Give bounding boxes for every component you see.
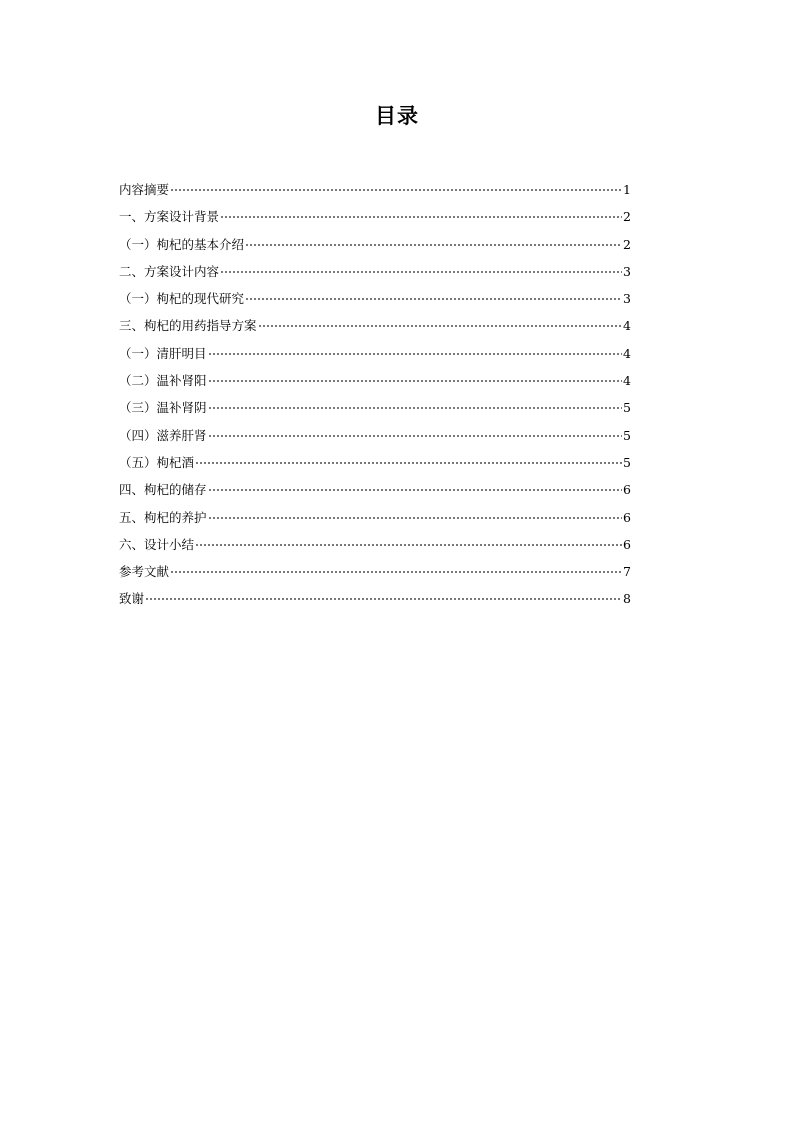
- toc-page-number: 5: [623, 454, 631, 470]
- toc-page-number: 7: [623, 564, 631, 580]
- toc-entry-text: （二）温补肾阳: [119, 373, 207, 389]
- toc-entry-text: 参考文献: [119, 564, 170, 580]
- toc-entry[interactable]: [119, 340, 631, 367]
- toc-entry[interactable]: [119, 258, 631, 285]
- toc-entry[interactable]: [119, 285, 631, 312]
- dot-leader: [208, 489, 623, 491]
- toc-page-number: 3: [623, 291, 631, 307]
- toc-entry-text: （一）枸杞的现代研究: [119, 291, 245, 307]
- toc-entry-text: （三）温补肾阴: [119, 400, 207, 416]
- toc-entry-text: 六、设计小结: [119, 536, 195, 552]
- dot-leader: [245, 244, 622, 246]
- dot-leader: [258, 325, 623, 327]
- table-of-contents: [119, 176, 631, 613]
- toc-entry[interactable]: [119, 585, 631, 612]
- dot-leader: [170, 189, 622, 191]
- toc-entry-text: （一）枸杞的基本介绍: [119, 236, 245, 252]
- toc-page-number: 6: [623, 509, 631, 525]
- toc-entry[interactable]: [119, 367, 631, 394]
- dot-leader: [220, 216, 622, 218]
- toc-entry[interactable]: [119, 394, 631, 421]
- toc-entry-text: 五、枸杞的养护: [119, 509, 207, 525]
- toc-entry-text: （四）滋养肝肾: [119, 427, 207, 443]
- toc-entry[interactable]: [119, 476, 631, 503]
- toc-page-number: 4: [623, 318, 631, 334]
- toc-page-number: 1: [623, 182, 631, 197]
- toc-page-number: 5: [623, 427, 631, 443]
- dot-leader: [145, 598, 622, 600]
- dot-leader: [208, 353, 623, 355]
- page-title: 目录: [375, 104, 419, 128]
- toc-entry-text: 四、枸杞的储存: [119, 482, 207, 498]
- toc-entry[interactable]: [119, 176, 631, 203]
- toc-entry-text: 内容摘要: [119, 182, 170, 197]
- toc-page-number: 2: [623, 236, 631, 252]
- toc-entry[interactable]: [119, 531, 631, 558]
- dot-leader: [208, 380, 623, 382]
- toc-entry[interactable]: [119, 422, 631, 449]
- dot-leader: [195, 462, 622, 464]
- toc-entry[interactable]: [119, 449, 631, 476]
- toc-page-number: 2: [623, 209, 631, 225]
- toc-entry[interactable]: [119, 504, 631, 531]
- toc-entry-text: （一）清肝明目: [119, 345, 207, 361]
- dot-leader: [170, 571, 622, 573]
- toc-page-number: 4: [623, 345, 631, 361]
- dot-leader: [208, 435, 623, 437]
- toc-entry[interactable]: [119, 312, 631, 339]
- toc-page-number: 6: [623, 482, 631, 498]
- dot-leader: [245, 298, 622, 300]
- toc-entry-text: 三、枸杞的用药指导方案: [119, 318, 257, 334]
- toc-entry[interactable]: [119, 558, 631, 585]
- toc-page-number: 8: [623, 591, 631, 607]
- toc-page-number: 5: [623, 400, 631, 416]
- toc-entry-text: 致谢: [119, 591, 145, 607]
- toc-page-number: 4: [623, 373, 631, 389]
- dot-leader: [220, 271, 622, 273]
- toc-entry-text: 二、方案设计内容: [119, 263, 220, 279]
- toc-entry-text: （五）枸杞酒: [119, 454, 195, 470]
- dot-leader: [208, 407, 623, 409]
- toc-entry[interactable]: [119, 231, 631, 258]
- toc-entry-text: 一、方案设计背景: [119, 209, 220, 225]
- toc-page-number: 3: [623, 263, 631, 279]
- toc-page-number: 6: [623, 536, 631, 552]
- dot-leader: [195, 544, 622, 546]
- toc-entry[interactable]: [119, 203, 631, 230]
- dot-leader: [208, 517, 623, 519]
